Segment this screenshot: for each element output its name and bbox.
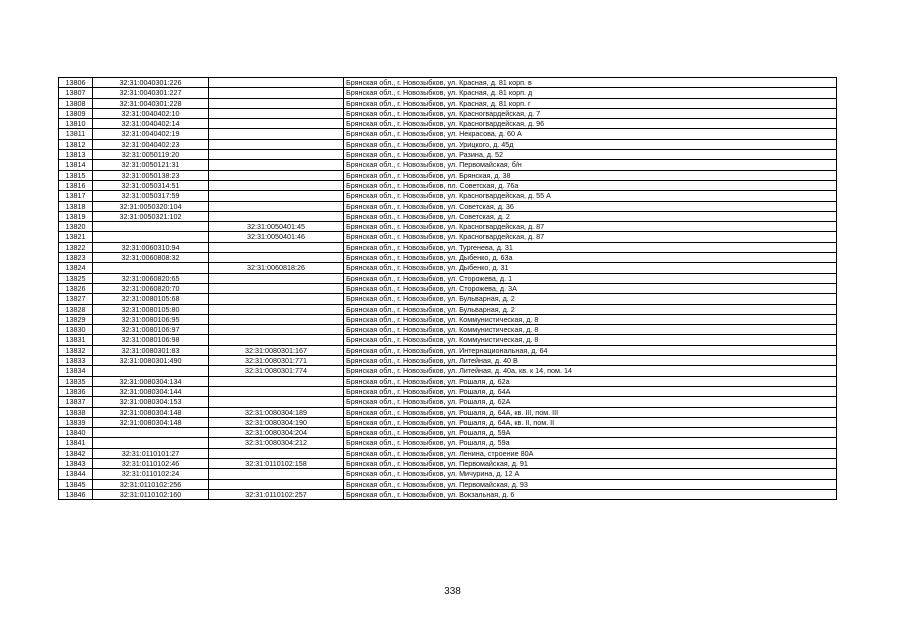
row-number-cell: 13824: [59, 263, 93, 273]
cadastral-number-2-cell: 32:31:0110102:257: [209, 489, 344, 499]
cadastral-number-cell: 32:31:0050119:20: [93, 150, 209, 160]
row-number-cell: 13831: [59, 335, 93, 345]
row-number-cell: 13828: [59, 304, 93, 314]
cadastral-number-cell: [93, 232, 209, 242]
table-row: [59, 479, 837, 489]
table-row: [59, 448, 837, 458]
row-number-cell: 13806: [59, 78, 93, 88]
cadastral-number-cell: 32:31:0080105:80: [93, 304, 209, 314]
table-row: [59, 253, 837, 263]
cadastral-number-2-cell: [209, 119, 344, 129]
table-row: [59, 428, 837, 438]
address-cell: Брянская обл., г. Новозыбков, ул. Рошаля, д. 59А: [344, 428, 837, 438]
row-number-cell: 13818: [59, 201, 93, 211]
cadastral-number-cell: 32:31:0050138:23: [93, 170, 209, 180]
row-number-cell: 13813: [59, 150, 93, 160]
row-number-cell: 13826: [59, 283, 93, 293]
registry-body: [59, 78, 837, 500]
cadastral-number-cell: [93, 366, 209, 376]
cadastral-number-cell: 32:31:0060310:94: [93, 242, 209, 252]
row-number-cell: 13845: [59, 479, 93, 489]
address-cell: Брянская обл., г. Новозыбков, ул. Разина, д. 52: [344, 150, 837, 160]
address-cell: Брянская обл., г. Новозыбков, ул. Рошаля, д. 64А, кв. II, пом. II: [344, 417, 837, 427]
table-row: [59, 469, 837, 479]
address-cell: Брянская обл., г. Новозыбков, ул. Советская, д. 2: [344, 211, 837, 221]
table-row: [59, 489, 837, 499]
cadastral-number-2-cell: 32:31:0080304:204: [209, 428, 344, 438]
cadastral-number-cell: 32:31:0060820:70: [93, 283, 209, 293]
address-cell: Брянская обл., г. Новозыбков, ул. Красногвардейская, д. 87: [344, 232, 837, 242]
cadastral-number-2-cell: [209, 294, 344, 304]
cadastral-number-cell: 32:31:0080301:83: [93, 345, 209, 355]
table-row: [59, 242, 837, 252]
table-row: [59, 356, 837, 366]
table-row: [59, 119, 837, 129]
table-row: [59, 222, 837, 232]
row-number-cell: 13827: [59, 294, 93, 304]
cadastral-number-cell: 32:31:0050321:102: [93, 211, 209, 221]
cadastral-number-2-cell: [209, 376, 344, 386]
cadastral-number-cell: 32:31:0080106:98: [93, 335, 209, 345]
address-cell: Брянская обл., г. Новозыбков, ул. Советская, д. 36: [344, 201, 837, 211]
row-number-cell: 13812: [59, 139, 93, 149]
cadastral-number-cell: 32:31:0080106:97: [93, 325, 209, 335]
cadastral-number-2-cell: 32:31:0080304:212: [209, 438, 344, 448]
cadastral-number-cell: [93, 263, 209, 273]
cadastral-number-2-cell: [209, 129, 344, 139]
cadastral-number-2-cell: [209, 201, 344, 211]
table-row: [59, 294, 837, 304]
table-row: [59, 304, 837, 314]
cadastral-number-2-cell: [209, 88, 344, 98]
cadastral-number-cell: [93, 438, 209, 448]
table-row: [59, 407, 837, 417]
address-cell: Брянская обл., г. Новозыбков, ул. Первомайская, д. 93: [344, 479, 837, 489]
table-row: [59, 180, 837, 190]
table-row: [59, 325, 837, 335]
row-number-cell: 13820: [59, 222, 93, 232]
address-cell: Брянская обл., г. Новозыбков, ул. Коммунистическая, д. 8: [344, 325, 837, 335]
cadastral-number-cell: 32:31:0110102:24: [93, 469, 209, 479]
address-cell: Брянская обл., г. Новозыбков, ул. Коммунистическая, д. 8: [344, 314, 837, 324]
row-number-cell: 13810: [59, 119, 93, 129]
cadastral-number-cell: 32:31:0040402:23: [93, 139, 209, 149]
cadastral-number-cell: 32:31:0050121:31: [93, 160, 209, 170]
row-number-cell: 13808: [59, 98, 93, 108]
address-cell: Брянская обл., г. Новозыбков, ул. Литейная, д. 40а, кв. к 14, пом. 14: [344, 366, 837, 376]
cadastral-number-2-cell: [209, 304, 344, 314]
cadastral-number-2-cell: [209, 191, 344, 201]
address-cell: Брянская обл., г. Новозыбков, ул. Мичурина, д. 12 А: [344, 469, 837, 479]
row-number-cell: 13825: [59, 273, 93, 283]
address-cell: Брянская обл., г. Новозыбков, ул. Рошаля, д. 64А, кв. III, пом. III: [344, 407, 837, 417]
row-number-cell: 13821: [59, 232, 93, 242]
address-cell: Брянская обл., г. Новозыбков, ул. Красная, д. 81 корп. в: [344, 78, 837, 88]
address-cell: Брянская обл., г. Новозыбков, ул. Бульварная, д. 2: [344, 294, 837, 304]
table-row: [59, 386, 837, 396]
cadastral-number-cell: 32:31:0080301:490: [93, 356, 209, 366]
cadastral-number-2-cell: [209, 211, 344, 221]
cadastral-number-cell: 32:31:0080304:144: [93, 386, 209, 396]
cadastral-number-2-cell: [209, 150, 344, 160]
row-number-cell: 13822: [59, 242, 93, 252]
row-number-cell: 13829: [59, 314, 93, 324]
table-row: [59, 160, 837, 170]
cadastral-number-2-cell: [209, 253, 344, 263]
cadastral-number-2-cell: 32:31:0060818:26: [209, 263, 344, 273]
table-row: [59, 108, 837, 118]
cadastral-number-2-cell: 32:31:0050401:46: [209, 232, 344, 242]
cadastral-number-2-cell: [209, 448, 344, 458]
cadastral-number-cell: 32:31:0080304:148: [93, 407, 209, 417]
address-cell: Брянская обл., г. Новозыбков, ул. Литейная, д. 40 В: [344, 356, 837, 366]
address-cell: Брянская обл., г. Новозыбков, ул. Красногвардейская, д. 7: [344, 108, 837, 118]
row-number-cell: 13846: [59, 489, 93, 499]
cadastral-number-2-cell: [209, 108, 344, 118]
cadastral-number-2-cell: [209, 78, 344, 88]
row-number-cell: 13835: [59, 376, 93, 386]
cadastral-number-cell: 32:31:0110101:27: [93, 448, 209, 458]
row-number-cell: 13837: [59, 397, 93, 407]
property-registry-table: [58, 77, 837, 500]
cadastral-number-2-cell: [209, 335, 344, 345]
row-number-cell: 13839: [59, 417, 93, 427]
row-number-cell: 13844: [59, 469, 93, 479]
cadastral-number-cell: 32:31:0040301:226: [93, 78, 209, 88]
cadastral-number-cell: 32:31:0040301:227: [93, 88, 209, 98]
cadastral-number-2-cell: [209, 139, 344, 149]
cadastral-number-2-cell: 32:31:0080301:167: [209, 345, 344, 355]
cadastral-number-2-cell: [209, 98, 344, 108]
cadastral-number-2-cell: [209, 160, 344, 170]
table-row: [59, 170, 837, 180]
cadastral-number-2-cell: [209, 283, 344, 293]
cadastral-number-cell: 32:31:0110102:46: [93, 458, 209, 468]
address-cell: Брянская обл., г. Новозыбков, пл. Советская, д. 76а: [344, 180, 837, 190]
address-cell: Брянская обл., г. Новозыбков, ул. Рошаля, д. 64А: [344, 386, 837, 396]
cadastral-number-2-cell: [209, 386, 344, 396]
cadastral-number-2-cell: 32:31:0080304:189: [209, 407, 344, 417]
table-row: [59, 98, 837, 108]
address-cell: Брянская обл., г. Новозыбков, ул. Рошаля, д. 59а: [344, 438, 837, 448]
address-cell: Брянская обл., г. Новозыбков, ул. Тургенева, д. 31: [344, 242, 837, 252]
table-row: [59, 129, 837, 139]
row-number-cell: 13838: [59, 407, 93, 417]
cadastral-number-2-cell: 32:31:0080304:190: [209, 417, 344, 427]
table-row: [59, 314, 837, 324]
row-number-cell: 13843: [59, 458, 93, 468]
cadastral-number-2-cell: [209, 314, 344, 324]
address-cell: Брянская обл., г. Новозыбков, ул. Коммунистическая, д. 8: [344, 335, 837, 345]
table-row: [59, 438, 837, 448]
cadastral-number-2-cell: [209, 170, 344, 180]
cadastral-number-cell: 32:31:0080304:153: [93, 397, 209, 407]
table-row: [59, 139, 837, 149]
cadastral-number-2-cell: 32:31:0110102:158: [209, 458, 344, 468]
cadastral-number-cell: 32:31:0050320:104: [93, 201, 209, 211]
row-number-cell: 13842: [59, 448, 93, 458]
address-cell: Брянская обл., г. Новозыбков, ул. Некрасова, д. 60 А: [344, 129, 837, 139]
cadastral-number-2-cell: 32:31:0080301:774: [209, 366, 344, 376]
address-cell: Брянская обл., г. Новозыбков, ул. Красногвардейская, д. 87: [344, 222, 837, 232]
table-row: [59, 263, 837, 273]
cadastral-number-2-cell: [209, 273, 344, 283]
cadastral-number-cell: 32:31:0040402:10: [93, 108, 209, 118]
address-cell: Брянская обл., г. Новозыбков, ул. Брянская, д. 38: [344, 170, 837, 180]
address-cell: Брянская обл., г. Новозыбков, ул. Сторожева, д. 1: [344, 273, 837, 283]
row-number-cell: 13836: [59, 386, 93, 396]
row-number-cell: 13814: [59, 160, 93, 170]
table-row: [59, 283, 837, 293]
address-cell: Брянская обл., г. Новозыбков, ул. Красногвардейская, д. 96: [344, 119, 837, 129]
table-row: [59, 211, 837, 221]
table-row: [59, 366, 837, 376]
table-row: [59, 417, 837, 427]
row-number-cell: 13819: [59, 211, 93, 221]
cadastral-number-cell: 32:31:0060820:65: [93, 273, 209, 283]
row-number-cell: 13833: [59, 356, 93, 366]
row-number-cell: 13816: [59, 180, 93, 190]
row-number-cell: 13834: [59, 366, 93, 376]
row-number-cell: 13832: [59, 345, 93, 355]
address-cell: Брянская обл., г. Новозыбков, ул. Красногвардейская, д. 55 А: [344, 191, 837, 201]
cadastral-number-cell: 32:31:0110102:160: [93, 489, 209, 499]
address-cell: Брянская обл., г. Новозыбков, ул. Первомайская, д. 91: [344, 458, 837, 468]
row-number-cell: 13840: [59, 428, 93, 438]
cadastral-number-cell: 32:31:0040402:14: [93, 119, 209, 129]
cadastral-number-cell: 32:31:0080304:148: [93, 417, 209, 427]
cadastral-number-2-cell: [209, 180, 344, 190]
cadastral-number-2-cell: [209, 325, 344, 335]
row-number-cell: 13807: [59, 88, 93, 98]
row-number-cell: 13841: [59, 438, 93, 448]
table-row: [59, 335, 837, 345]
address-cell: Брянская обл., г. Новозыбков, ул. Рошаля, д. 62а: [344, 376, 837, 386]
row-number-cell: 13830: [59, 325, 93, 335]
cadastral-number-2-cell: 32:31:0080301:771: [209, 356, 344, 366]
address-cell: Брянская обл., г. Новозыбков, ул. Вокзальная, д. 6: [344, 489, 837, 499]
row-number-cell: 13823: [59, 253, 93, 263]
address-cell: Брянская обл., г. Новозыбков, ул. Красная, д. 81 корп. г: [344, 98, 837, 108]
table-row: [59, 88, 837, 98]
table-row: [59, 232, 837, 242]
address-cell: Брянская обл., г. Новозыбков, ул. Дыбенко, д. 63а: [344, 253, 837, 263]
table-row: [59, 397, 837, 407]
address-cell: Брянская обл., г. Новозыбков, ул. Ленина, строение 80А: [344, 448, 837, 458]
table-row: [59, 191, 837, 201]
table-row: [59, 345, 837, 355]
cadastral-number-cell: 32:31:0040301:228: [93, 98, 209, 108]
table-row: [59, 150, 837, 160]
address-cell: Брянская обл., г. Новозыбков, ул. Красная, д. 81 корп. д: [344, 88, 837, 98]
row-number-cell: 13811: [59, 129, 93, 139]
cadastral-number-2-cell: [209, 479, 344, 489]
cadastral-number-cell: 32:31:0040402:19: [93, 129, 209, 139]
row-number-cell: 13809: [59, 108, 93, 118]
cadastral-number-cell: 32:31:0050314:51: [93, 180, 209, 190]
row-number-cell: 13815: [59, 170, 93, 180]
address-cell: Брянская обл., г. Новозыбков, ул. Первомайская, б/н: [344, 160, 837, 170]
address-cell: Брянская обл., г. Новозыбков, ул. Рошаля, д. 62А: [344, 397, 837, 407]
address-cell: Брянская обл., г. Новозыбков, ул. Дыбенко, д. 31: [344, 263, 837, 273]
table-row: [59, 78, 837, 88]
cadastral-number-cell: 32:31:0080106:95: [93, 314, 209, 324]
address-cell: Брянская обл., г. Новозыбков, ул. Урицкого, д. 45д: [344, 139, 837, 149]
cadastral-number-2-cell: 32:31:0050401:45: [209, 222, 344, 232]
cadastral-number-2-cell: [209, 242, 344, 252]
table-row: [59, 376, 837, 386]
cadastral-number-cell: 32:31:0080105:68: [93, 294, 209, 304]
cadastral-number-2-cell: [209, 397, 344, 407]
cadastral-number-cell: 32:31:0060808:32: [93, 253, 209, 263]
address-cell: Брянская обл., г. Новозыбков, ул. Интернациональная, д. 64: [344, 345, 837, 355]
address-cell: Брянская обл., г. Новозыбков, ул. Сторожева, д. 3А: [344, 283, 837, 293]
row-number-cell: 13817: [59, 191, 93, 201]
cadastral-number-cell: 32:31:0080304:134: [93, 376, 209, 386]
table-row: [59, 273, 837, 283]
cadastral-number-cell: [93, 428, 209, 438]
cadastral-number-cell: [93, 222, 209, 232]
cadastral-number-cell: 32:31:0110102:256: [93, 479, 209, 489]
cadastral-number-2-cell: [209, 469, 344, 479]
page-number: 338: [444, 586, 461, 597]
cadastral-number-cell: 32:31:0050317:59: [93, 191, 209, 201]
table-row: [59, 201, 837, 211]
address-cell: Брянская обл., г. Новозыбков, ул. Бульварная, д. 2: [344, 304, 837, 314]
table-row: [59, 458, 837, 468]
